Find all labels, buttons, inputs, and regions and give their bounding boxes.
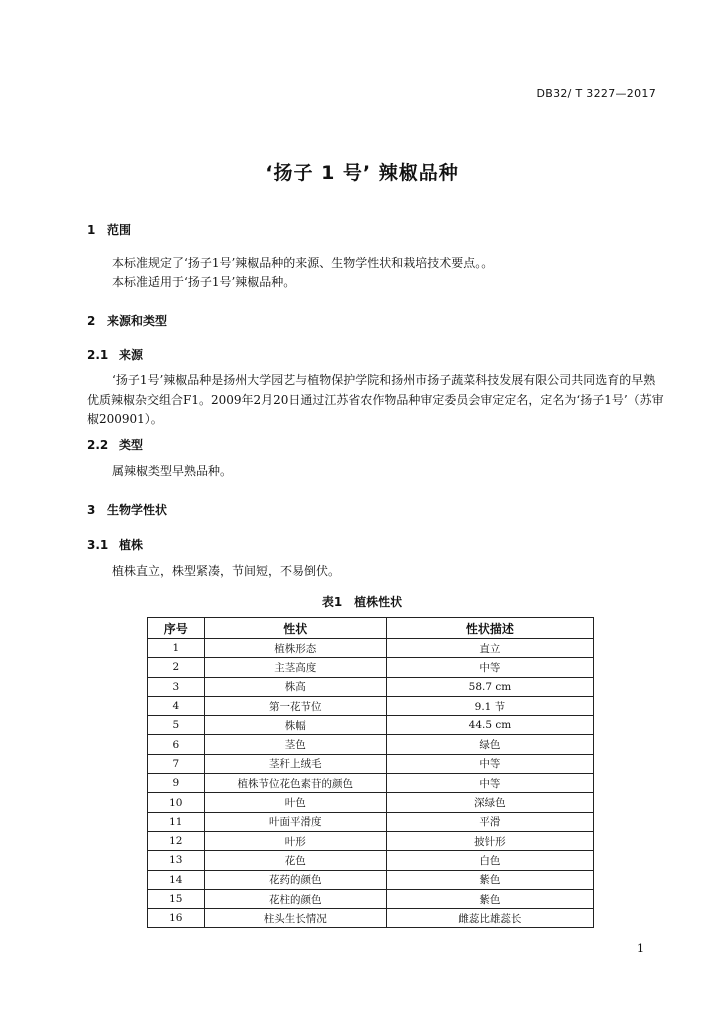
cell-description: 58.7 cm [386,677,593,696]
table-row [148,639,594,658]
cell-description: 绿色 [386,735,593,754]
cell-index: 6 [148,735,205,754]
cell-trait: 植株节位花色素苷的颜色 [204,774,386,793]
table-row [148,716,594,735]
cell-trait: 茎秆上绒毛 [204,754,386,773]
cell-description: 直立 [386,639,593,658]
cell-trait: 第一花节位 [204,696,386,715]
type-paragraph: 属辣椒类型早熟品种。 [112,464,233,478]
cell-description: 紫色 [386,889,593,908]
cell-trait: 花柱的颜色 [204,889,386,908]
cell-index: 10 [148,793,205,812]
table-row [148,735,594,754]
cell-index: 13 [148,851,205,870]
cell-trait: 叶面平滑度 [204,812,386,831]
plant-traits-table [147,617,594,928]
section-number: 1 [87,223,96,237]
subsection-heading-3-1 [87,536,143,553]
document-code: DB32/ T 3227—2017 [536,87,656,100]
cell-trait: 主茎高度 [204,658,386,677]
table-row [148,889,594,908]
cell-index: 9 [148,774,205,793]
column-header-trait: 性状 [204,618,386,639]
subsection-title: 植株 [119,538,144,552]
table-row [148,793,594,812]
section-title: 范围 [107,223,132,237]
section-title: 来源和类型 [107,314,168,328]
section-heading-3 [87,501,167,518]
cell-index: 11 [148,812,205,831]
table-row [148,774,594,793]
table-row [148,658,594,677]
section-heading-2 [87,312,167,329]
section-heading-1 [87,221,131,238]
subsection-title: 来源 [119,348,144,362]
cell-description: 9.1 节 [386,696,593,715]
cell-description: 雌蕊比雄蕊长 [386,909,593,928]
table-caption: 表1 植株性状 [321,595,403,609]
subsection-number: 2.1 [87,348,109,362]
document-title: ‘扬子 1 号’ 辣椒品种 [265,162,459,184]
subsection-title: 类型 [119,438,144,452]
section-number: 2 [87,314,96,328]
plant-paragraph: 植株直立，株型紧凑，节间短，不易倒伏。 [112,564,341,578]
cell-trait: 叶形 [204,831,386,850]
cell-index: 2 [148,658,205,677]
cell-index: 12 [148,831,205,850]
table-row [148,831,594,850]
cell-description: 平滑 [386,812,593,831]
cell-trait: 叶色 [204,793,386,812]
section-number: 3 [87,503,96,517]
cell-description: 中等 [386,754,593,773]
page-number: 1 [637,942,644,955]
cell-index: 16 [148,909,205,928]
cell-description: 深绿色 [386,793,593,812]
table-row [148,812,594,831]
cell-trait: 株高 [204,677,386,696]
scope-paragraph-1: 本标准规定了‘扬子1号’辣椒品种的来源、生物学性状和栽培技术要点。。 [112,256,494,270]
cell-description: 披针形 [386,831,593,850]
subsection-number: 2.2 [87,438,109,452]
section-title: 生物学性状 [107,503,168,517]
cell-trait: 花药的颜色 [204,870,386,889]
cell-trait: 柱头生长情况 [204,909,386,928]
table-header-row [148,618,594,639]
table-row [148,851,594,870]
cell-index: 3 [148,677,205,696]
cell-description: 44.5 cm [386,716,593,735]
cell-index: 14 [148,870,205,889]
subsection-heading-2-1 [87,346,143,363]
column-header-index: 序号 [148,618,205,639]
cell-index: 15 [148,889,205,908]
cell-trait: 茎色 [204,735,386,754]
cell-description: 紫色 [386,870,593,889]
table-row [148,870,594,889]
table-row [148,696,594,715]
cell-index: 7 [148,754,205,773]
cell-index: 4 [148,696,205,715]
cell-description: 白色 [386,851,593,870]
cell-description: 中等 [386,774,593,793]
cell-trait: 株幅 [204,716,386,735]
table-row [148,677,594,696]
cell-index: 1 [148,639,205,658]
subsection-number: 3.1 [87,538,109,552]
cell-index: 5 [148,716,205,735]
cell-description: 中等 [386,658,593,677]
table-row [148,909,594,928]
table-row [148,754,594,773]
subsection-heading-2-2 [87,436,143,453]
column-header-description: 性状描述 [386,618,593,639]
cell-trait: 植株形态 [204,639,386,658]
source-paragraph: ‘扬子1号’辣椒品种是扬州大学园艺与植物保护学院和扬州市扬子蔬菜科技发展有限公司共同选育的早熟优质辣椒杂交组合F1。2009年2月20日通过江苏省农作物品种审定委员会审定定名，定名为‘扬子1号’（苏审椒200901）。 [87,373,664,426]
scope-paragraph-2: 本标准适用于‘扬子1号’辣椒品种。 [112,275,296,289]
cell-trait: 花色 [204,851,386,870]
